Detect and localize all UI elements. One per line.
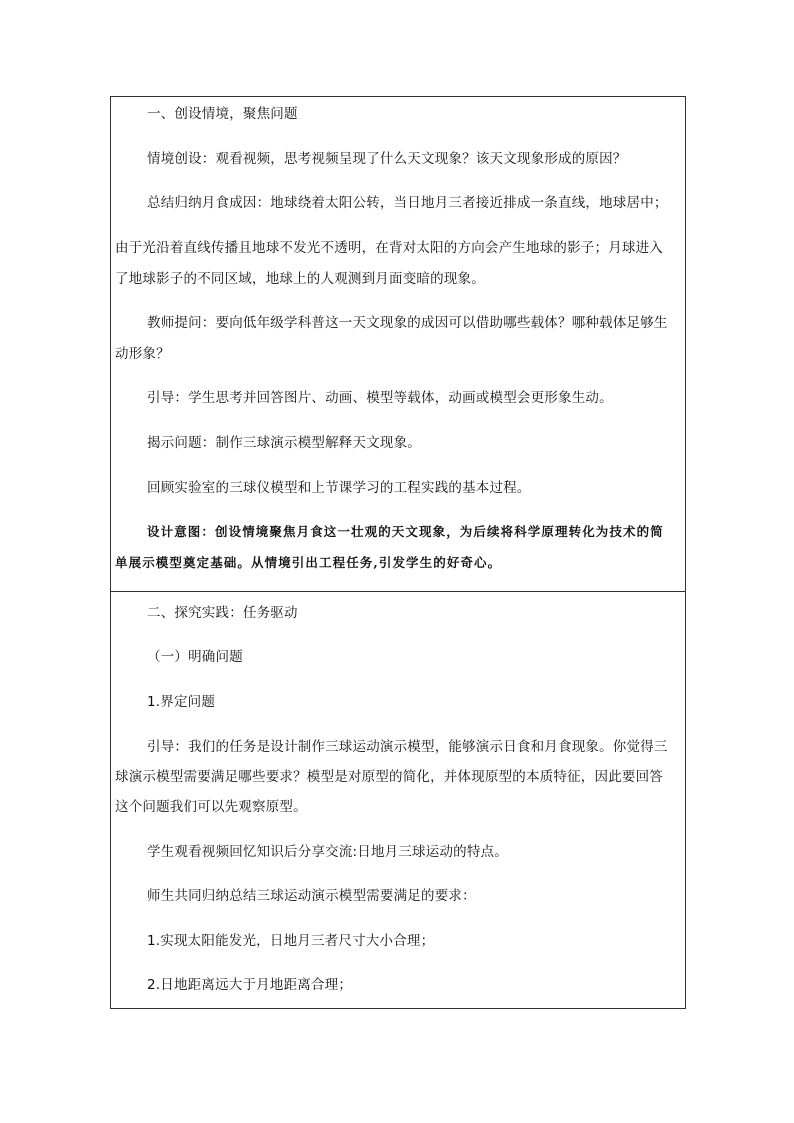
item-title: 1.界定问题 (147, 694, 216, 710)
share-text: 学生观看视频回忆知识后分享交流:日地月三球运动的特点。 (147, 844, 508, 860)
reveal-problem-text: 揭示问题：制作三球演示模型解释天文现象。 (147, 435, 421, 451)
summary-text-line-1: 总结归纳月食成因：地球绕着太阳公转，当日地月三者接近排成一条直线，地球居中； (147, 195, 668, 211)
summary-text: 师生共同归纳总结三球运动演示模型需要满足的要求： (147, 888, 476, 904)
section-heading: 二、探究实践：任务驱动 (147, 605, 298, 621)
design-intent-line-1: 设计意图：创设情境聚焦月食这一壮观的天文现象，为后续将科学原理转化为技术的简 (147, 524, 664, 539)
scenario-text: 情境创设：观看视频，思考视频呈现了什么天文现象？该天文现象形成的原因？ (147, 151, 627, 167)
guide-text: 引导：学生思考并回答图片、动画、模型等载体，动画或模型会更形象生动。 (147, 390, 613, 406)
section-practice-cell (111, 592, 685, 1008)
teacher-question-line-2: 动形象？ (115, 346, 170, 362)
guide-text-line-2: 球演示模型需要满足哪些要求？模型是对原型的简化，并体现原型的本质特征，因此要回答 (115, 769, 663, 785)
section-heading: 一、创设情境，聚焦问题 (147, 106, 298, 122)
requirement-2: 2.日地距离远大于月地距离合理； (147, 977, 353, 993)
review-text: 回顾实验室的三球仪模型和上节课学习的工程实践的基本过程。 (147, 480, 531, 496)
lesson-plan-table (110, 96, 686, 1009)
guide-text-line-1: 引导：我们的任务是设计制作三球运动演示模型，能够演示日食和月食现象。你觉得三 (147, 739, 668, 755)
summary-text-line-3: 了地球影子的不同区域，地球上的人观测到月面变暗的现象。 (115, 271, 485, 287)
guide-text-line-3: 这个问题我们可以先观察原型。 (115, 799, 307, 815)
design-intent-line-2: 单展示模型奠定基础。从情境引出工程任务,引发学生的好奇心。 (115, 555, 502, 570)
requirement-1: 1.实现太阳能发光，日地月三者尺寸大小合理； (147, 933, 435, 949)
sub-heading: （一）明确问题 (147, 649, 243, 665)
summary-text-line-2: 由于光沿着直线传播且地球不发光不透明，在背对太阳的方向会产生地球的影子；月球进入 (115, 240, 663, 256)
teacher-question-line-1: 教师提问：要向低年级学科普这一天文现象的成因可以借助哪些载体？哪种载体足够生 (147, 315, 668, 331)
section-situation-cell (111, 97, 685, 592)
